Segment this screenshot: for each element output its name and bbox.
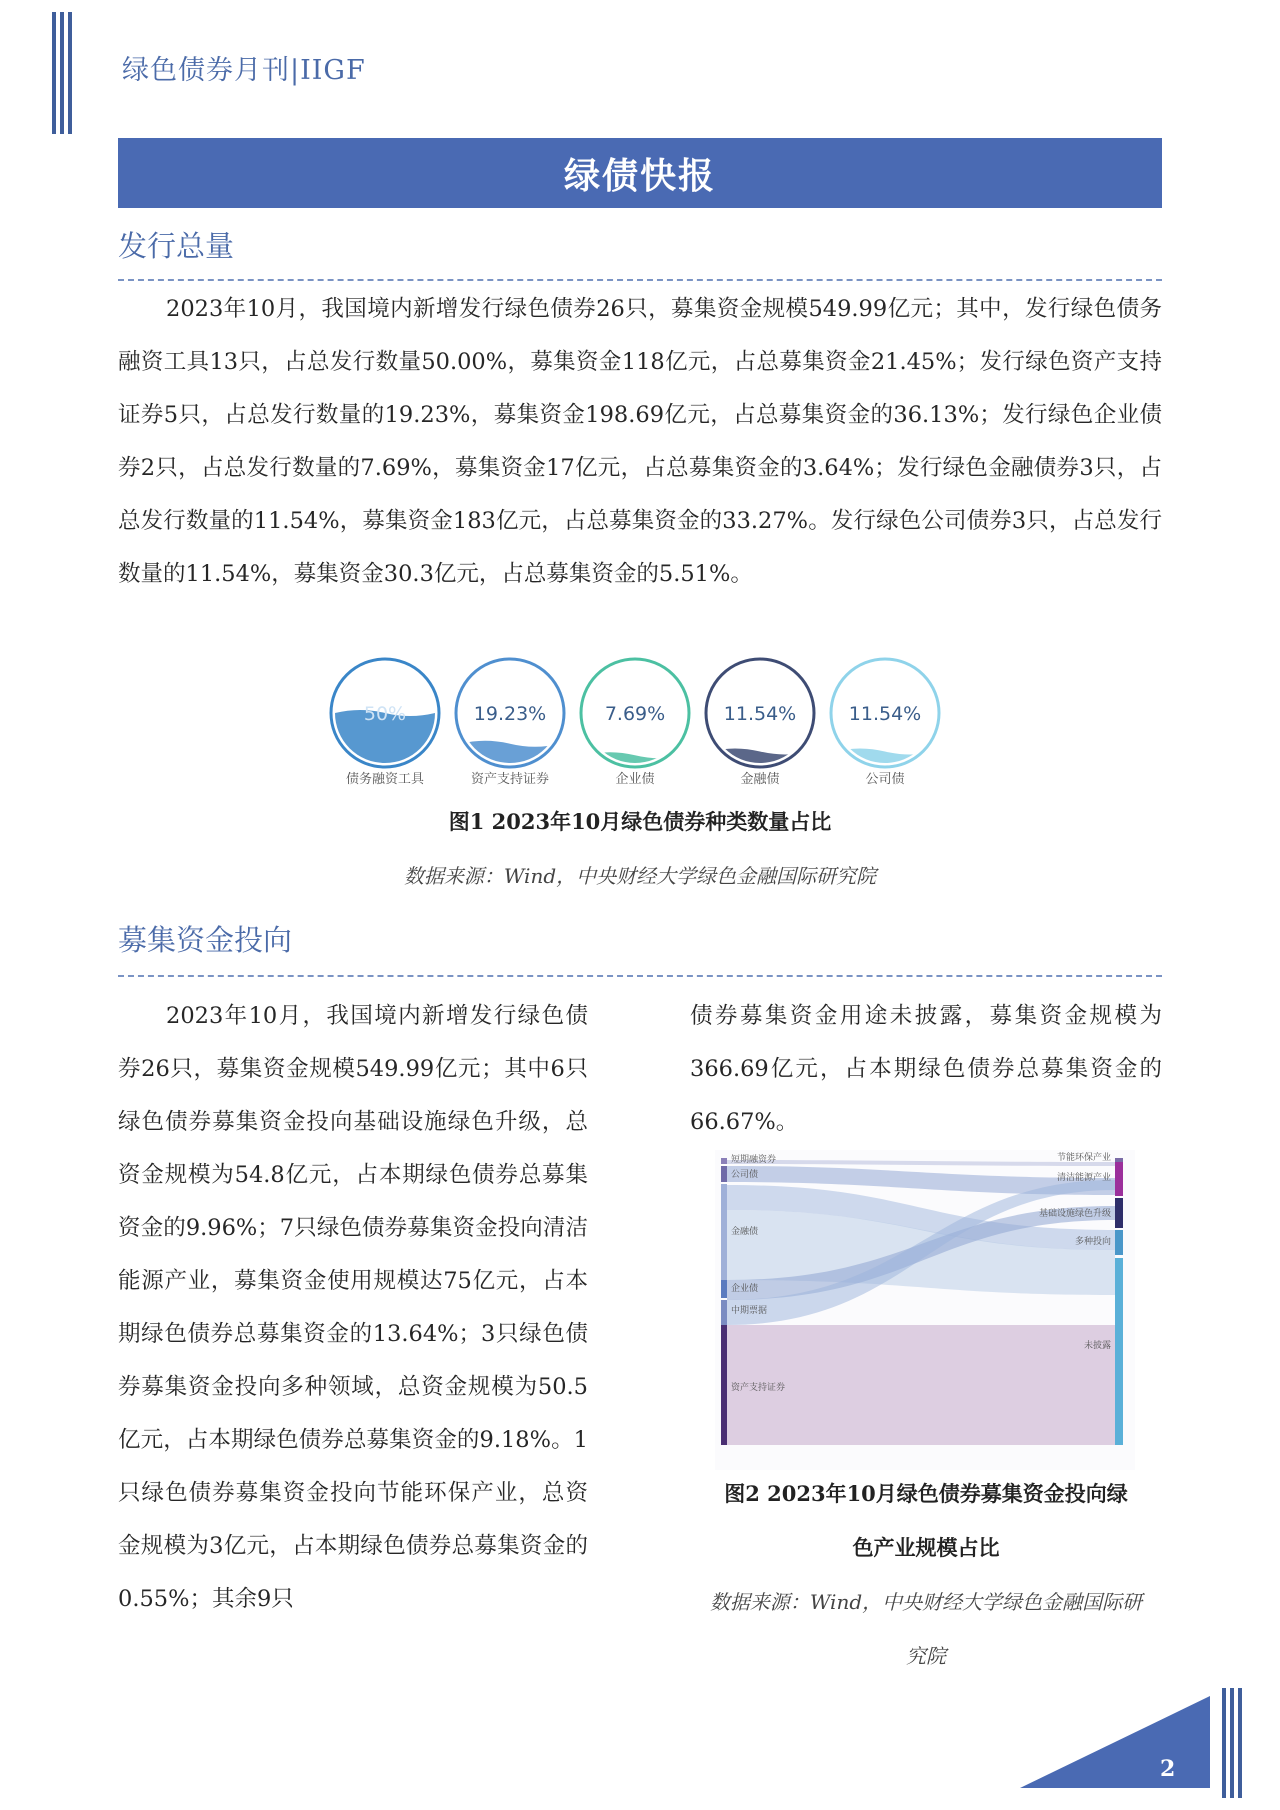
decor-bar-right-2 [1230,1688,1234,1798]
banner-title: 绿债快报 [118,138,1162,208]
sankey-target-label: 节能环保产业 [1056,1153,1111,1163]
header-title: 绿色债券月刊|IIGF [122,55,366,86]
sankey-target-label: 基础设施绿色升级 [1038,1209,1111,1219]
gauge-category-label: 金融债 [740,772,780,787]
gauge-value-label: 11.54% [723,703,797,725]
sankey-source-label: 中期票据 [731,1306,768,1316]
figure1-title: 图1 2023年10月绿色债券种类数量占比 [448,809,832,834]
sankey-source-label: 金融债 [731,1227,759,1237]
section-divider [118,975,1162,977]
figure1-gauges [320,655,960,805]
sankey-node [721,1280,727,1298]
gauge-category-label: 企业债 [615,772,655,787]
figure1-source: 数据来源：Wind，中央财经大学绿色金融国际研究院 [403,864,877,888]
sankey-flow [727,1325,1115,1445]
figure2-sankey [715,1150,1135,1470]
gauge-3 [706,659,814,787]
gauge-4 [831,659,939,787]
sankey-node [721,1184,727,1280]
sankey-source-label: 企业债 [731,1284,759,1294]
decor-bar-right-3 [1238,1688,1242,1798]
decor-bar-right-1 [1222,1688,1226,1798]
sankey-target-label: 未披露 [1083,1341,1111,1351]
gauge-0 [331,659,439,787]
gauges-chart [320,655,960,805]
section-divider [118,279,1162,281]
sankey-chart [715,1150,1135,1470]
sankey-node [1115,1162,1123,1196]
gauge-value-label: 11.54% [848,703,922,725]
use-of-proceeds-paragraph-left: 2023年10月，我国境内新增发行绿色债券26只，募集资金规模549.99亿元；其中6只绿色债券募集资金投向基础设施绿色升级，总资金规模为54.8亿元，占本期绿色债券总募集资金的9.96%；7只绿色债券募集资金投向清洁能源产业，募集资金使用规模达75亿元，占本期绿色债券总募集资金的13.64%；3只绿色债券募集资金投向多种领域，总资金规模为50.5亿元，占本期绿色债券总募集资金的9.18%。1只绿色债券募集资金投向节能环保产业，总资金规模为3亿元，占本期绿色债券总募集资金的0.55%；其余9只 [118,1003,588,1612]
sankey-node [1115,1258,1123,1445]
gauge-value-label: 7.69% [604,703,666,725]
gauge-category-label: 公司债 [865,772,905,787]
figure2-title-line2: 色产业规模占比 [852,1535,1000,1560]
gauge-value-label: 19.23% [473,703,547,725]
footer-triangle [1020,1688,1210,1798]
sankey-node [721,1325,727,1445]
section-title-issuance: 发行总量 [118,229,235,263]
sankey-target-label: 清洁能源产业 [1056,1173,1111,1183]
decor-bar-left-3 [68,12,72,134]
sankey-node [721,1166,727,1182]
sankey-source-label: 资产支持证券 [731,1383,786,1393]
use-of-proceeds-paragraph-right: 债券募集资金用途未披露，募集资金规模为366.69亿元，占本期绿色债券总募集资金的66.67%。 [690,1003,1162,1135]
gauge-2 [581,659,689,787]
decor-bar-left-1 [52,12,56,134]
figure2-title-line1: 图2 2023年10月绿色债券募集资金投向绿 [724,1481,1128,1506]
sankey-node [721,1300,727,1325]
sankey-target-label: 多种投向 [1074,1237,1111,1247]
sankey-node [1115,1198,1123,1228]
sankey-node [1115,1230,1123,1255]
page-number: 2 [1160,1756,1176,1782]
figure2-source-line1: 数据来源：Wind，中央财经大学绿色金融国际研 [709,1590,1143,1614]
sankey-node [721,1158,727,1164]
sankey-source-label: 短期融资券 [731,1155,777,1165]
gauge-category-label: 债务融资工具 [345,772,425,787]
gauge-category-label: 资产支持证券 [470,772,550,787]
section-title-use-of-proceeds: 募集资金投向 [118,923,293,957]
issuance-paragraph: 2023年10月，我国境内新增发行绿色债券26只，募集资金规模549.99亿元；其中，发行绿色债务融资工具13只，占总发行数量50.00%，募集资金118亿元，占总募集资金21.45%；发行绿色资产支持证券5只，占总发行数量的19.23%，募集资金198.69亿元，占总募集资金的36.13%；发行绿色企业债券2只，占总发行数量的7.69%，募集资金17亿元，占总募集资金的3.64%；发行绿色金融债券3只，占总发行数量的11.54%，募集资金183亿元，占总募集资金的33.27%。发行绿色公司债券3只，占总发行数量的11.54%，募集资金30.3亿元，占总募集资金的5.51%。 [118,296,1162,587]
decor-bar-left-2 [60,12,64,134]
sankey-node [1115,1158,1123,1162]
gauge-value-label: 50% [363,703,407,725]
figure2-source-line2: 究院 [906,1644,946,1668]
sankey-source-label: 公司债 [731,1170,759,1180]
gauge-1 [456,659,564,787]
